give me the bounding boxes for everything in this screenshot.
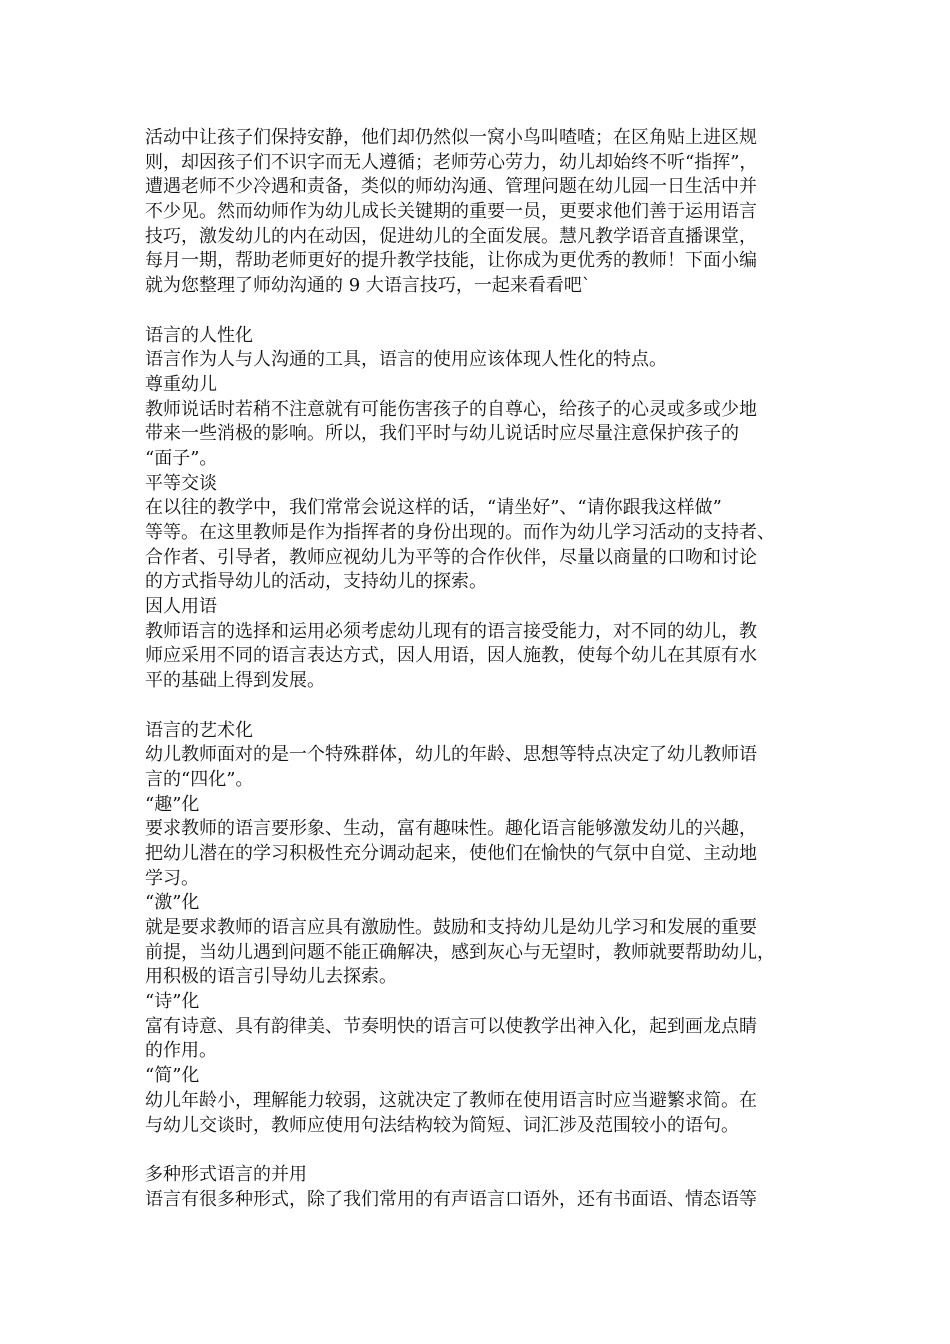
document-body — [145, 126, 813, 1212]
intro-line: 每月一期，帮助老师更好的提升教学技能，让你成为更优秀的教师！下面小编 — [145, 250, 757, 272]
paragraph-line: 的方式指导幼儿的活动，支持幼儿的探索。 — [145, 571, 487, 593]
paragraph-line: 幼儿年龄小，理解能力较弱，这就决定了教师在使用语言时应当避繁求简。在 — [145, 1089, 757, 1111]
section-multiple-forms — [145, 1163, 813, 1212]
paragraph-line: 合作者、引导者，教师应视幼儿为平等的合作伙伴，尽量以商量的口吻和讨论 — [145, 546, 757, 568]
subsection-simplified — [145, 1064, 813, 1138]
paragraph-line: 用积极的语言引导幼儿去探索。 — [145, 966, 397, 988]
section-title: 语言的人性化 — [145, 324, 253, 346]
paragraph-line: 平的基础上得到发展。 — [145, 670, 325, 692]
paragraph-line: 师应采用不同的语言表达方式，因人用语，因人施教，使每个幼儿在其原有水 — [145, 645, 757, 667]
paragraph-line: 前提，当幼儿遇到问题不能正确解决，感到灰心与无望时，教师就要帮助幼儿， — [145, 941, 775, 963]
paragraph-line: 把幼儿潜在的学习积极性充分调动起来，使他们在愉快的气氛中自觉、主动地 — [145, 842, 757, 864]
spacer — [145, 694, 813, 719]
subsection-title: “激”化 — [145, 892, 200, 914]
subsection-title: “趣”化 — [145, 793, 200, 815]
paragraph-line: 带来一些消极的影响。所以，我们平时与幼儿说话时应尽量注意保护孩子的 — [145, 423, 739, 445]
subsection-tailored-language — [145, 595, 813, 694]
subsection-equal-conversation — [145, 472, 813, 595]
intro-line: 则，却因孩子们不识字而无人遵循；老师劳心劳力，幼儿却始终不听“指挥”， — [145, 151, 758, 173]
intro-paragraph — [145, 126, 813, 299]
spacer — [145, 299, 813, 324]
intro-line: 不少见。然而幼师作为幼儿成长关键期的重要一员，更要求他们善于运用语言 — [145, 201, 757, 223]
subsection-title: “简”化 — [145, 1065, 200, 1087]
section-description: 幼儿教师面对的是一个特殊群体，幼儿的年龄、思想等特点决定了幼儿教师语 — [145, 744, 757, 766]
paragraph-line: 教师说话时若稍不注意就有可能伤害孩子的自尊心，给孩子的心灵或多或少地 — [145, 398, 757, 420]
subsection-title: 平等交谈 — [145, 472, 217, 494]
section-humanized-language — [145, 324, 813, 694]
intro-line: 技巧，激发幼儿的内在动因，促进幼儿的全面发展。慧凡教学语音直播课堂， — [145, 225, 757, 247]
paragraph-line: 与幼儿交谈时，教师应使用句法结构较为简短、词汇涉及范围较小的语句。 — [145, 1114, 739, 1136]
paragraph-line: 要求教师的语言要形象、生动，富有趣味性。趣化语言能够激发幼儿的兴趣， — [145, 818, 757, 840]
section-description: 语言作为人与人沟通的工具，语言的使用应该体现人性化的特点。 — [145, 349, 667, 371]
paragraph-line: 等等。在这里教师是作为指挥者的身份出现的。而作为幼儿学习活动的支持者、 — [145, 522, 775, 543]
subsection-title: 因人用语 — [145, 596, 217, 618]
subsection-poetic — [145, 990, 813, 1064]
section-title: 语言的艺术化 — [145, 719, 253, 741]
subsection-title: 尊重幼儿 — [145, 373, 217, 395]
paragraph-line: “面子”。 — [145, 447, 218, 469]
subsection-title: “诗”化 — [145, 991, 200, 1013]
paragraph-line: 的作用。 — [145, 1040, 217, 1062]
paragraph-line: 教师语言的选择和运用必须考虑幼儿现有的语言接受能力，对不同的幼儿，教 — [145, 620, 757, 642]
subsection-respect-children — [145, 373, 813, 472]
paragraph-line: 在以往的教学中，我们常常会说这样的话，“请坐好”、“请你跟我这样做” — [145, 497, 722, 519]
section-description: 语言有很多种形式，除了我们常用的有声语言口语外，还有书面语、情态语等 — [145, 1188, 757, 1210]
subsection-interesting — [145, 793, 813, 892]
intro-line: 遭遇老师不少冷遇和责备，类似的师幼沟通、管理问题在幼儿园一日生活中并 — [145, 176, 757, 198]
section-description: 言的“四化”。 — [145, 768, 254, 790]
intro-line: 活动中让孩子们保持安静，他们却仍然似一窝小鸟叫喳喳；在区角贴上进区规 — [145, 127, 757, 148]
section-artistic-language — [145, 719, 813, 1139]
paragraph-line: 富有诗意、具有韵律美、节奏明快的语言可以使教学出神入化，起到画龙点睛 — [145, 1015, 757, 1037]
section-title: 多种形式语言的并用 — [145, 1163, 307, 1185]
paragraph-line: 学习。 — [145, 867, 199, 889]
spacer — [145, 1138, 813, 1163]
subsection-encouraging — [145, 891, 813, 990]
intro-line: 就为您整理了师幼沟通的 9 大语言技巧，一起来看看吧` — [145, 275, 591, 297]
paragraph-line: 就是要求教师的语言应具有激励性。鼓励和支持幼儿是幼儿学习和发展的重要 — [145, 917, 757, 938]
